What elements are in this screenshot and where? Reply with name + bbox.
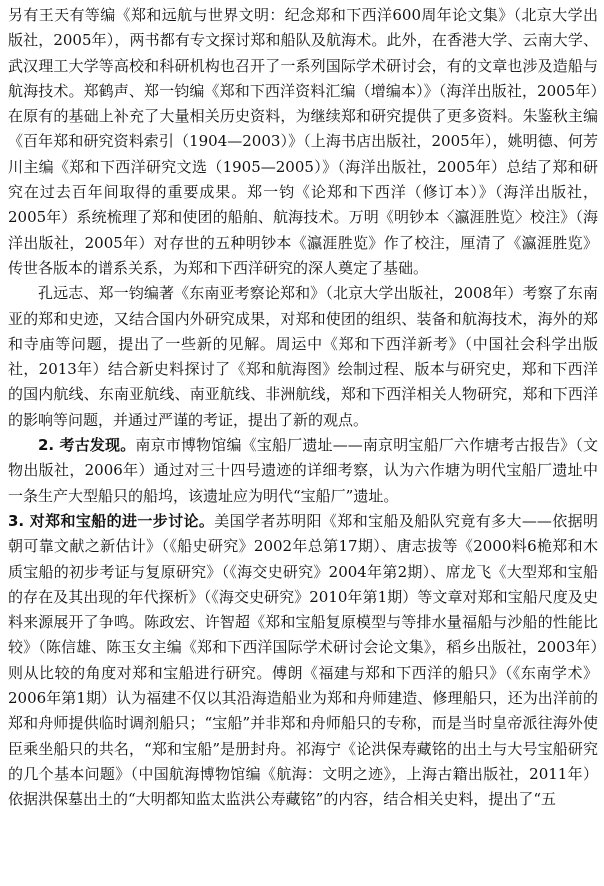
section-heading-archaeology: 2. 考古发现。: [38, 436, 136, 455]
paragraph-text: 南京市博物馆编《宝船厂遗址——南京明宝船厂六作塘考古报告》（文物出版社，2006年）通过对三十四号遗迹的详细考察，认为六作塘为明代宝船厂遗址中一条生产大型船只的船坞，该遗址应为明代“宝船厂”遗址。: [8, 436, 599, 505]
paragraph-1: [8, 3, 598, 281]
paragraph-text: 孔远志、郑一钧编著《东南亚考察论郑和》（北京大学出版社，2008年）考察了东南亚的郑和史迹，又结合国内外研究成果，对郑和使团的组织、装备和航海技术，海外的郑和寺庙等问题，提出了一些新的见解。周运中《郑和下西洋新考》（中国社会科学出版社，2013年）结合新史料探讨了《郑和航海图》绘制过程、版本与研究史，郑和下西洋的国内航线、东南亚航线、南亚航线、非洲航线，郑和下西洋相关人物研究，郑和下西洋的影响等问题，并通过严谨的考证，提出了新的观点。: [8, 284, 598, 429]
paragraph-2: [8, 281, 598, 433]
section-heading-treasure-ship: 3. 对郑和宝船的进一步讨论。: [8, 511, 215, 530]
paragraph-treasure-ship: [8, 509, 598, 813]
paragraph-text: 另有王天有等编《郑和远航与世界文明：纪念郑和下西洋600周年论文集》（北京大学出版社，2005年），两书都有专文探讨郑和船队及航海术。此外，在香港大学、云南大学、武汉理工大学等高校和科研机构也召开了一系列国际学术研讨会，有的文章也涉及造船与航海技术。郑鹤声、郑一钧编《郑和下西洋资料汇编（增编本）》（海洋出版社，2005年）在原有的基础上补充了大量相关历史资料，为继续郑和研究提供了更多资料。朱鉴秋主编《百年郑和研究资料索引（1904—2003）》（上海书店出版社，2005年），姚明德、何芳川主编《郑和下西洋研究文选（1905—2005）》（海洋出版社，2005年）总结了郑和研究在过去百年间取得的重要成果。郑一钧《论郑和下西洋（修订本）》（海洋出版社，2005年）系统梳理了郑和使团的船舶、航海技术。万明《明钞本〈瀛涯胜览〉校注》（海洋出版社，2005年）对存世的五种明钞本《瀛涯胜览》作了校注，厘清了《瀛涯胜览》传世各版本的谱系关系，为郑和下西洋研究的深人奠定了基础。: [8, 6, 598, 277]
paragraph-archaeology: [8, 433, 598, 509]
paragraph-text: 美国学者苏明阳《郑和宝船及船队究竟有多大——依据明朝可靠文献之新估计》（《船史研究》2002年总第17期）、唐志拔等《2000料6桅郑和木质宝船的初步考证与复原研究》（《海交史研究》2004年第2期）、席龙飞《大型郑和宝船的存在及其出现的年代探析》（《海交史研究》2010年第1期）等文章对郑和宝船尺度及史料来源展开了争鸣。陈政宏、许智超《郑和宝船复原模型与等排水量福船与沙船的性能比较》（陈信雄、陈玉女主编《郑和下西洋国际学术研讨会论文集》，稻乡出版社，2003年）则从比较的角度对郑和宝船进行研究。傅朗《福建与郑和下西洋的船只》（《东南学术》2006年第1期）认为福建不仅以其沿海造船业为郑和舟师建造、修理船只，还为出洋前的郑和舟师提供临时调剂船只；“宝船”并非郑和舟师船只的专称，而是当时皇帝派往海外使臣乘坐船只的共名，“郑和宝船”是册封舟。祁海宁《论洪保寿藏铭的出土与大号宝船研究的几个基本问题》（中国航海博物馆编《航海：文明之迹》，上海古籍出版社，2011年）依据洪保墓出土的“大明都知监太监洪公寿藏铭”的内容，结合相关史料，提出了“五: [8, 511, 598, 809]
